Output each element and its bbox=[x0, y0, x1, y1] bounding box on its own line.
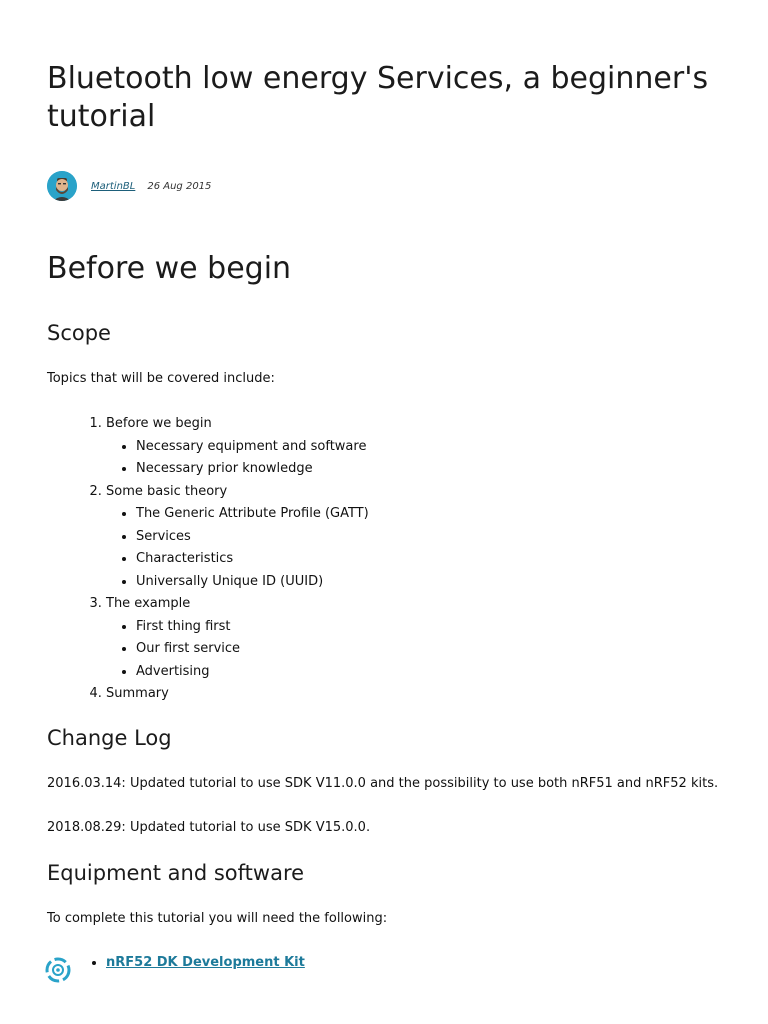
page-title: Bluetooth low energy Services, a beginner's tutorial bbox=[47, 61, 709, 134]
subtopic-list bbox=[106, 436, 369, 481]
subtopic-item: • Characteristics bbox=[136, 548, 369, 571]
subtopic-item: • Necessary prior knowledge bbox=[136, 458, 369, 481]
avatar-face-icon bbox=[47, 171, 77, 201]
nordic-logo-icon bbox=[44, 956, 72, 984]
topic-label: The example bbox=[106, 596, 191, 611]
equipment-list bbox=[47, 953, 305, 973]
topic-item bbox=[106, 683, 369, 706]
publish-date: 26 Aug 2015 bbox=[147, 180, 212, 192]
change-log-heading: Change Log bbox=[47, 726, 172, 750]
subtopic-list bbox=[106, 616, 369, 684]
byline bbox=[47, 171, 211, 201]
subtopic-item: • Our first service bbox=[136, 638, 369, 661]
subtopic-list bbox=[106, 503, 369, 593]
equipment-item bbox=[106, 953, 305, 973]
topic-label: Before we begin bbox=[106, 416, 212, 431]
section-heading-before-we-begin: Before we begin bbox=[47, 251, 292, 286]
change-log-entry: 2018.08.29: Updated tutorial to use SDK V15.0.0. bbox=[47, 820, 371, 835]
topic-item bbox=[106, 593, 369, 683]
avatar[interactable] bbox=[47, 171, 77, 201]
equipment-heading: Equipment and software bbox=[47, 861, 305, 885]
author-link[interactable]: MartinBL bbox=[91, 180, 136, 192]
equipment-intro: To complete this tutorial you will need the following: bbox=[47, 911, 388, 926]
scope-intro: Topics that will be covered include: bbox=[47, 371, 275, 386]
subtopic-item: • The Generic Attribute Profile (GATT) bbox=[136, 503, 369, 526]
scope-heading: Scope bbox=[47, 321, 111, 345]
topic-item bbox=[106, 413, 369, 481]
topic-label: Summary bbox=[106, 686, 169, 701]
subtopic-item: • Universally Unique ID (UUID) bbox=[136, 571, 369, 594]
change-log-entry: 2016.03.14: Updated tutorial to use SDK V11.0.0 and the possibility to use both nRF51 and nRF52 kits. bbox=[47, 776, 719, 791]
topics-list bbox=[47, 413, 369, 706]
subtopic-item: • Necessary equipment and software bbox=[136, 436, 369, 459]
subtopic-item: • Advertising bbox=[136, 661, 369, 684]
equipment-link[interactable]: nRF52 DK Development Kit bbox=[106, 955, 305, 970]
topic-item bbox=[106, 481, 369, 594]
topic-label: Some basic theory bbox=[106, 483, 228, 499]
subtopic-item: • Services bbox=[136, 526, 369, 549]
subtopic-item: • First thing first bbox=[136, 616, 369, 639]
